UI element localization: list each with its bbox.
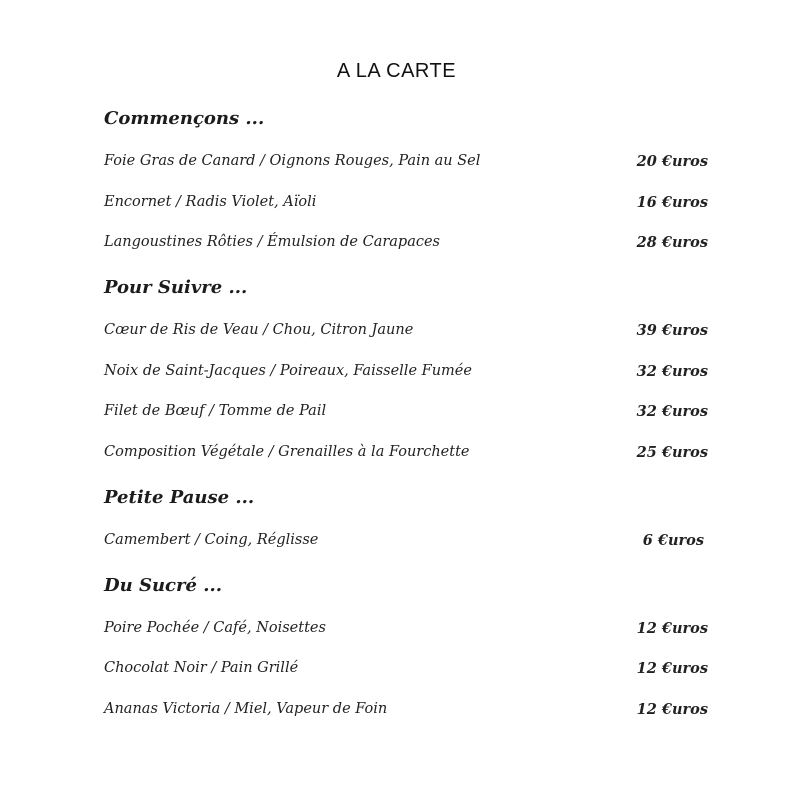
dish-price: 28 €uros <box>636 234 708 251</box>
dish-name: Cœur de Ris de Veau / Chou, Citron Jaune <box>104 322 414 338</box>
dish-name: Chocolat Noir / Pain Grillé <box>104 660 299 676</box>
dish-price: 32 €uros <box>636 363 708 380</box>
dish-name: Langoustines Rôties / Émulsion de Carapaces <box>104 234 440 250</box>
dish-price: 16 €uros <box>636 194 708 211</box>
section-heading-commencons: Commençons ... <box>104 108 265 129</box>
dish-price: 12 €uros <box>636 620 708 637</box>
dish-price: 20 €uros <box>636 153 708 170</box>
section-heading-petite-pause: Petite Pause ... <box>104 487 255 508</box>
dish-price: 39 €uros <box>636 322 708 339</box>
section-heading-pour-suivre: Pour Suivre ... <box>104 277 248 298</box>
dish-price: 12 €uros <box>636 660 708 677</box>
dish-name: Poire Pochée / Café, Noisettes <box>104 620 326 636</box>
dish-price: 12 €uros <box>636 701 708 718</box>
dish-name: Noix de Saint-Jacques / Poireaux, Faisselle Fumée <box>104 363 472 379</box>
dish-name: Camembert / Coing, Réglisse <box>104 532 319 548</box>
dish-name: Encornet / Radis Violet, Aïoli <box>104 194 317 210</box>
dish-name: Foie Gras de Canard / Oignons Rouges, Pain au Sel <box>104 153 481 169</box>
dish-name: Filet de Bœuf / Tomme de Pail <box>104 403 327 419</box>
dish-price: 25 €uros <box>636 444 708 461</box>
dish-price: 6 €uros <box>642 532 704 549</box>
dish-name: Ananas Victoria / Miel, Vapeur de Foin <box>104 701 388 717</box>
menu-title: A LA CARTE <box>336 60 457 82</box>
dish-price: 32 €uros <box>636 403 708 420</box>
section-heading-du-sucre: Du Sucré ... <box>104 575 223 596</box>
dish-name: Composition Végétale / Grenailles à la Fourchette <box>104 444 470 460</box>
